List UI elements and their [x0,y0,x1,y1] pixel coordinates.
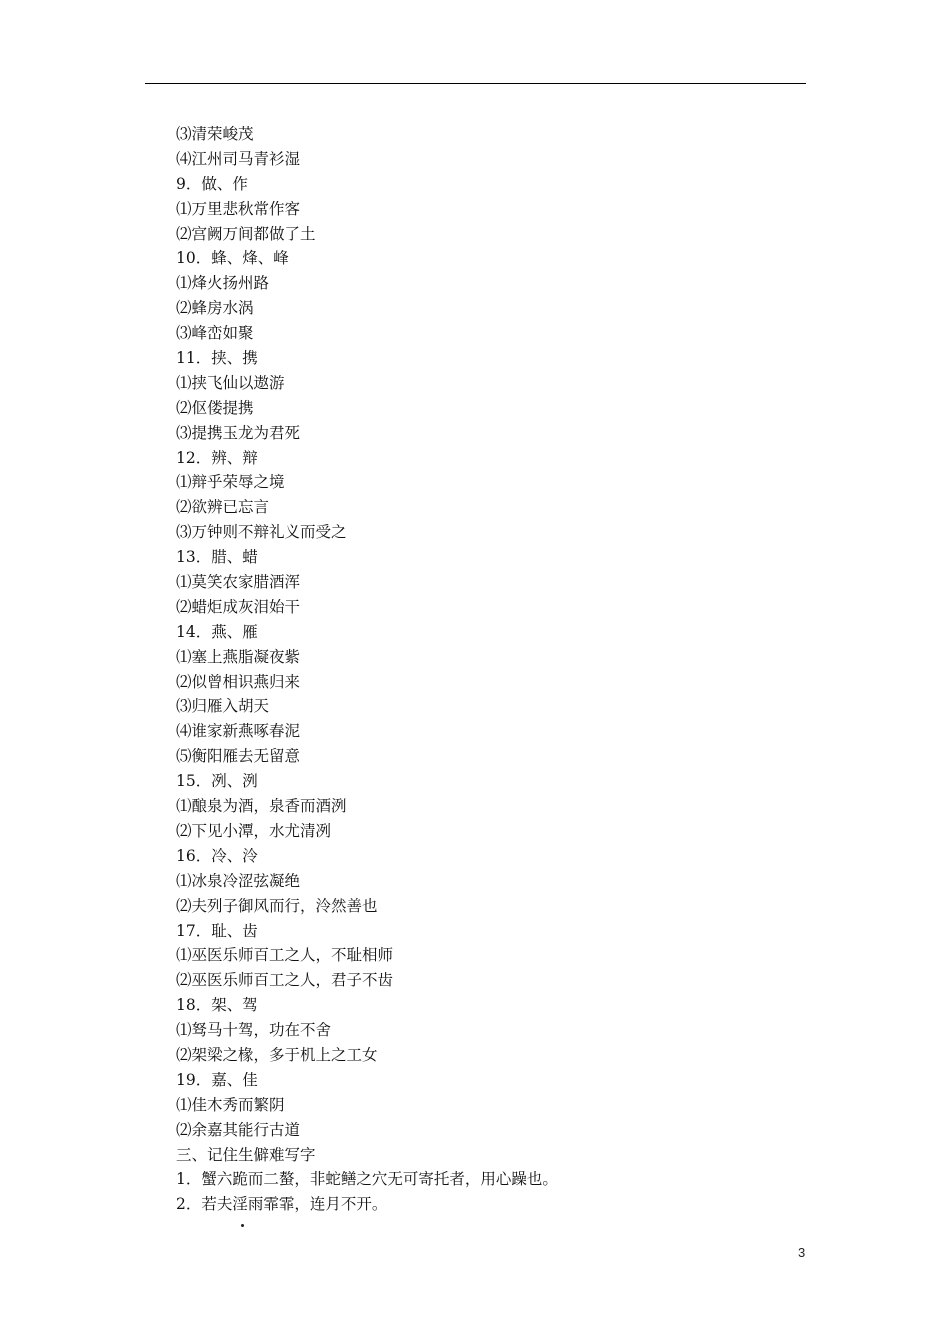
list-item: ⑵欲辨已忘言 [176,498,270,517]
list-item: ⑴挟飞仙以遨游 [176,373,285,392]
section-heading: 9．做、作 [176,174,248,193]
list-item: ⑵似曾相识燕归来 [176,672,301,691]
section-heading: 18．架、驾 [176,996,258,1015]
list-item: ⑴塞上燕脂凝夜紫 [176,647,301,666]
list-item: ⑵余嘉其能行古道 [176,1120,301,1139]
list-item: ⑵蜡炬成灰泪始干 [176,597,301,616]
list-item: ⑴冰泉冷涩弦凝绝 [176,871,301,890]
list-item: ⑶峰峦如聚 [176,324,254,343]
list-item: ⑷谁家新燕啄春泥 [176,722,301,741]
emphasis-dot [241,1224,244,1227]
list-item: ⑶归雁入胡天 [176,697,270,716]
section-heading: 10．蜂、烽、峰 [176,249,289,268]
section-heading: 19．嘉、佳 [176,1070,258,1089]
section-heading: 13．腊、蜡 [176,548,258,567]
list-item: ⑴巫医乐师百工之人，不耻相师 [176,946,394,965]
section-heading: 17．耻、齿 [176,921,258,940]
list-item: ⑴酿泉为酒，泉香而酒洌 [176,797,347,816]
section-heading: 16．冷、泠 [176,846,258,865]
list-item: 1．蟹六跪而二螯，非蛇鳝之穴无可寄托者，用心躁也。 [176,1170,558,1189]
list-item: ⑴辩乎荣辱之境 [176,473,285,492]
section-heading: 15．冽、洌 [176,772,258,791]
list-item: ⑵巫医乐师百工之人，君子不齿 [176,971,394,990]
list-item: ⑴万里悲秋常作客 [176,199,301,218]
list-item: ⑴驽马十驾，功在不舍 [176,1021,332,1040]
header-rule [145,83,806,84]
list-item: ⑸衡阳雁去无留意 [176,747,301,766]
list-item: 2．若夫淫雨霏霏，连月不开。 [176,1195,388,1214]
list-item: ⑵架梁之椽，多于机上之工女 [176,1045,378,1064]
list-item: ⑴莫笑农家腊酒浑 [176,573,301,592]
list-item: ⑶万钟则不辩礼义而受之 [176,523,347,542]
section-heading: 12．辨、辩 [176,448,258,467]
list-item: ⑵夫列子御风而行，泠然善也 [176,896,378,915]
list-item: ⑵伛偻提携 [176,398,254,417]
section-heading: 11．挟、携 [176,349,258,368]
page-number: 3 [798,1245,806,1260]
list-item: ⑷江州司马青衫湿 [176,149,301,168]
part-heading: 三、记住生僻难写字 [176,1145,316,1164]
document-body [176,122,806,1217]
list-item: ⑴烽火扬州路 [176,274,270,293]
list-item: ⑵宫阙万间都做了土 [176,224,316,243]
section-heading: 14．燕、雁 [176,622,258,641]
list-item: ⑶清荣峻茂 [176,125,254,143]
list-item: ⑴佳木秀而繁阴 [176,1095,285,1114]
list-item: ⑶提携玉龙为君死 [176,423,301,442]
list-item: ⑵蜂房水涡 [176,299,254,318]
list-item: ⑵下见小潭，水尤清冽 [176,821,332,840]
